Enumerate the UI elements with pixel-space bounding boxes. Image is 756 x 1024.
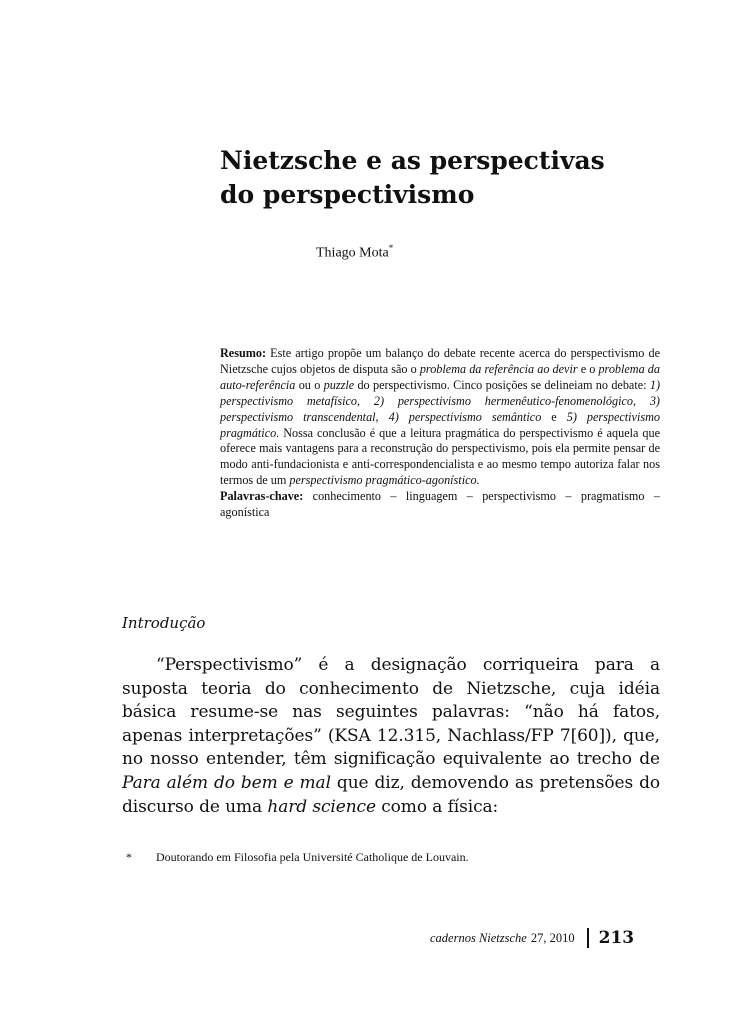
body-text-run: como a física: (375, 796, 499, 817)
body-emphasis: Para além do bem e mal (122, 772, 331, 793)
author-text: Thiago Mota (316, 245, 389, 261)
footer-divider (587, 928, 589, 948)
abstract-emphasis: 1) perspectivismo metafísico, 2) perspectivismo hermenêutico-fenomenológico, 3) perspectivismo transcendental (220, 377, 661, 424)
abstract-emphasis: problema da auto-referência (220, 361, 660, 392)
abstract-text: ou o (295, 377, 324, 392)
abstract-emphasis: 5) perspectivismo pragmático. (220, 409, 660, 440)
abstract-emphasis: problema da referência ao devir (419, 361, 578, 376)
abstract-text: e o (577, 361, 599, 376)
keywords-label: Palavras-chave: (220, 489, 304, 504)
abstract-text: do perspectivismo. Cinco posições se delineiam no debate: (354, 377, 650, 392)
footnote-mark: * (126, 850, 132, 864)
section-heading: Introdução (122, 614, 206, 632)
abstract-text: Este artigo propõe um balanço do debate recente acerca do perspectivismo de Nietzsche cujos objetos de disputa são o (220, 346, 660, 376)
page-number: 213 (598, 928, 635, 948)
body-text-run: “Perspectivismo” é a designação corriqueira para a suposta teoria do conhecimento de Nietzsche, cuja idéia básica resume-se nas seguintes palavras: “não há fatos, apenas interpretações” (KSA 12.315, Nachlass/FP 7[60]), que, no nosso entender, têm significação equivalente ao trecho de (122, 655, 660, 770)
abstract-block (220, 346, 660, 521)
abstract-text: Nossa conclusão é que a leitura pragmática do perspectivismo é aquela que oferece mais vantagens para a reconstrução do perspectivismo, pois ela permite pensar de modo anti-fundacionista e anti-correspondencialista e ao mesmo tempo autoriza falar nos termos de um (220, 425, 660, 488)
body-text-run: que diz, demovendo as pretensões do discurso de uma (122, 772, 661, 817)
keywords-text: conhecimento – linguagem – perspectivismo – pragmatismo – agonística (220, 489, 660, 520)
abstract-emphasis: 4) perspectivismo semântico (388, 409, 542, 424)
abstract-paragraph (220, 346, 660, 489)
abstract-emphasis: perspectivismo pragmático-agonístico. (289, 473, 480, 488)
abstract-text: e (541, 409, 567, 424)
abstract-label: Resumo: (220, 346, 267, 360)
body-text (122, 654, 660, 819)
footnote-text: Doutorando em Filosofia pela Université Catholique de Louvain. (156, 850, 469, 864)
author-footnote-mark: * (388, 243, 394, 253)
keywords-paragraph (220, 489, 660, 521)
abstract-emphasis: puzzle (323, 377, 355, 392)
author-name (316, 243, 393, 262)
title-line-2: do perspectivismo (220, 180, 475, 209)
body-emphasis: hard science (267, 796, 376, 817)
abstract-text: , (375, 409, 389, 424)
title-line-1: Nietzsche e as perspectivas (220, 146, 605, 175)
journal-issue: 27, 2010 (530, 930, 575, 945)
footnote (126, 850, 646, 865)
journal-name: cadernos Nietzsche (430, 930, 527, 945)
article-title (220, 144, 680, 212)
body-paragraph (122, 654, 660, 819)
page-footer (430, 928, 660, 948)
